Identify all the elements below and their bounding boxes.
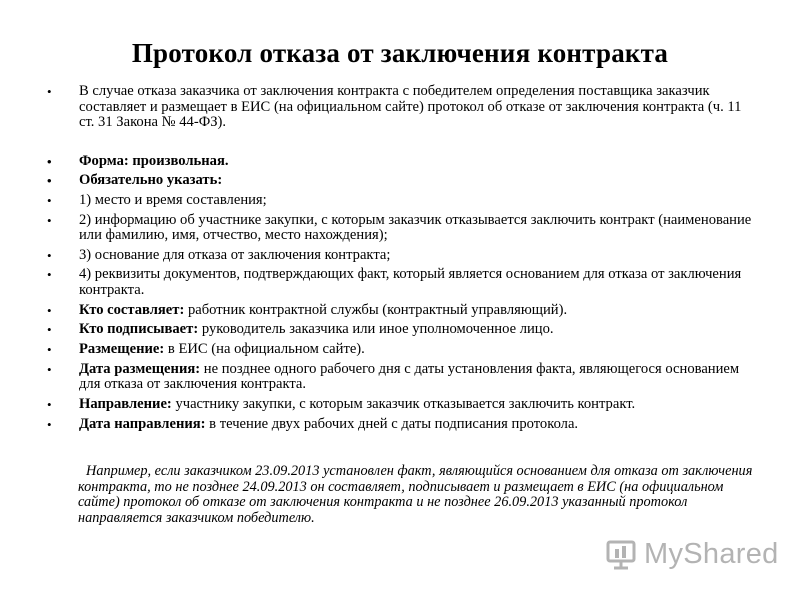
placement-value: в ЕИС (на официальном сайте). xyxy=(164,341,365,357)
bullet-icon: • xyxy=(47,322,52,338)
bullet-list xyxy=(45,84,757,432)
point-4-text: 4) реквизиты документов, подтверждающих факт, который является основанием для отказа от заключения контракта. xyxy=(79,266,742,298)
list-item-intro xyxy=(45,84,757,131)
list-item-placement-date xyxy=(45,362,757,393)
example-paragraph: Например, если заказчиком 23.09.2013 установлен факт, являющийся основанием для отказа от заключения контракта, то не позднее 24.09.2013 он составляет, подписывает и размещает в ЕИС (на официальном сайте) протокол об отказе от заключения контракта и не позднее 26.09.2013 указанный протокол направляется заказчиком победителю. xyxy=(78,463,753,526)
point-3-text: 3) основание для отказа от заключения контракта; xyxy=(79,246,391,263)
who-signs-value: руководитель заказчика или иное уполномоченное лицо. xyxy=(198,321,554,338)
direction-label: Направление: xyxy=(79,395,172,412)
list-item-point-2 xyxy=(45,213,757,244)
list-item-who-signs xyxy=(45,322,757,338)
bullet-icon: • xyxy=(47,416,52,432)
point-1-text: 1) место и время составления; xyxy=(79,191,267,208)
list-item-must xyxy=(45,173,757,189)
must-text: Обязательно указать: xyxy=(79,172,223,189)
direction-date-value: в течение двух рабочих дней с даты подписания протокола. xyxy=(205,415,579,432)
who-signs-label: Кто подписывает: xyxy=(79,321,199,338)
bullet-icon: • xyxy=(47,173,52,189)
placement-label: Размещение: xyxy=(79,341,165,357)
bullet-icon: • xyxy=(47,212,52,228)
page-title: Протокол отказа от заключения контракта xyxy=(131,38,669,68)
who-compiles-label: Кто составляет: xyxy=(79,301,185,318)
placement-date-value: не позднее одного рабочего дня с даты установления факта, являющегося основанием для отказа от заключения контракта. xyxy=(79,360,740,393)
who-compiles-value: работник контрактной службы (контрактный управляющий). xyxy=(184,301,568,318)
bullet-icon: • xyxy=(47,342,52,357)
form-text: Форма: произвольная. xyxy=(79,152,229,169)
list-item-point-4 xyxy=(45,267,757,298)
bullet-icon: • xyxy=(47,396,52,412)
bullet-icon: • xyxy=(47,267,52,283)
direction-value: участнику закупки, с которым заказчик отказывается заключить контракт. xyxy=(171,395,636,412)
list-item-direction xyxy=(45,397,757,413)
bullet-icon: • xyxy=(47,153,52,169)
list-item-point-1 xyxy=(45,193,757,209)
bullet-icon: • xyxy=(47,84,52,99)
list-item-form xyxy=(45,154,757,170)
watermark-text: MyShared xyxy=(644,537,779,570)
bullet-icon: • xyxy=(47,247,52,263)
bullet-icon: • xyxy=(47,361,52,377)
point-2-text: 2) информацию об участнике закупки, с которым заказчик отказывается заключить контракт (наименование или фамилию, имя, отчество, место нахождения); xyxy=(79,211,752,244)
list-item-who-compiles xyxy=(45,303,757,319)
placement-date-label: Дата размещения: xyxy=(79,360,201,377)
myshared-logo-icon xyxy=(606,537,640,571)
intro-text: В случае отказа заказчика от заключения контракта с победителем определения поставщика заказчик составляет и размещает в ЕИС (на официальном сайте) протокол об отказе от заключения контракта (ч. 11 ст. 31 Закона № 44-ФЗ). xyxy=(79,83,742,130)
bullet-icon: • xyxy=(47,192,52,208)
direction-date-label: Дата направления: xyxy=(79,415,206,432)
list-item-direction-date xyxy=(45,417,757,433)
list-item-point-3 xyxy=(45,248,757,264)
watermark xyxy=(606,534,779,574)
list-item-placement xyxy=(45,342,757,358)
bullet-icon: • xyxy=(47,302,52,318)
